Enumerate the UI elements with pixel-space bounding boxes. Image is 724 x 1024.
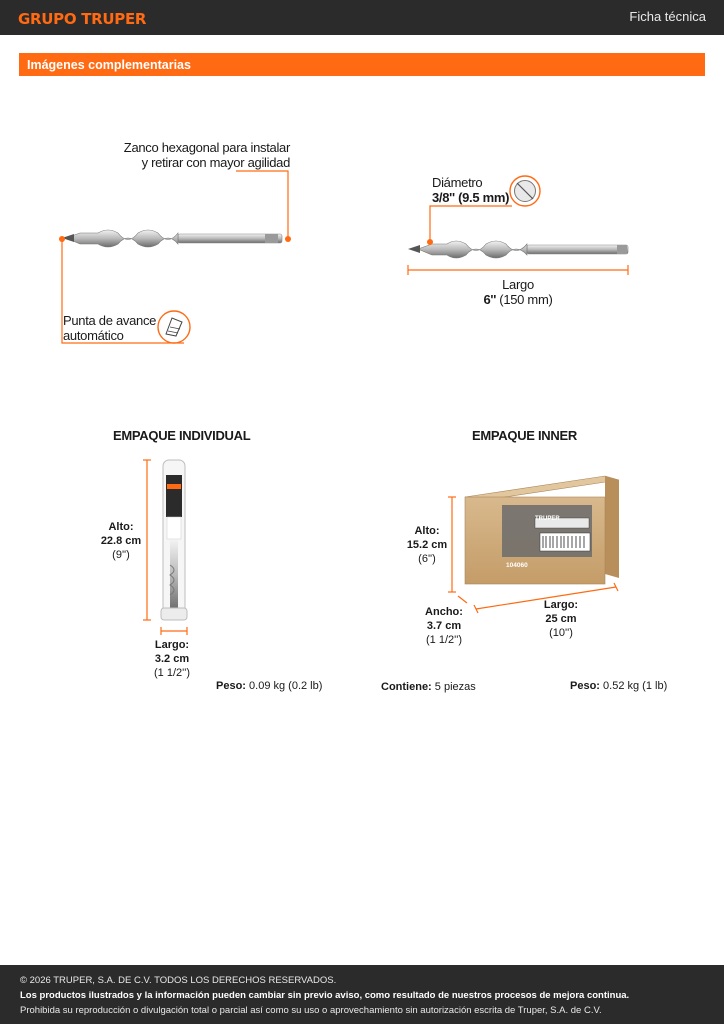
- footer-prohibition: Prohibida su reproducción o divulgación total o parcial así como su uso o aprovechamiento sin autorización escrita de Truper, S.A. de C.V.: [20, 1005, 602, 1016]
- document-type: Ficha técnica: [629, 9, 706, 24]
- length-mm: (150 mm): [499, 292, 553, 307]
- individual-height-note: [96, 520, 146, 562]
- individual-package-image: [161, 460, 187, 620]
- inner-width-note: [418, 605, 470, 647]
- individual-height-in: (9''): [112, 549, 130, 561]
- individual-length-in: (1 1/2''): [154, 667, 190, 679]
- inner-package-image: [465, 476, 619, 584]
- inner-contents-label: Contiene:: [381, 681, 432, 693]
- footer-notice: Los productos ilustrados y la información pueden cambiar sin previo aviso, como resultado de nuestros procesos de mejora continua.: [20, 990, 630, 1001]
- individual-weight-label: Peso:: [216, 680, 246, 692]
- individual-weight: [216, 679, 322, 694]
- tip-note-line-2: automático: [63, 328, 124, 343]
- footer: [0, 965, 724, 1024]
- inner-height-note: [405, 524, 449, 566]
- individual-length-cm: 3.2 cm: [154, 653, 190, 665]
- inner-width-in: (1 1/2''): [426, 634, 462, 646]
- inner-height-label: Alto:: [414, 525, 440, 537]
- box-code: 104060: [506, 562, 528, 569]
- inner-length-in: (10''): [549, 627, 573, 639]
- inner-width-label: Ancho:: [425, 606, 463, 618]
- footer-copyright: © 2026 TRUPER, S.A. DE C.V. TODOS LOS DERECHOS RESERVADOS.: [20, 975, 337, 986]
- shank-note: [110, 140, 290, 170]
- auger-bit-right: [408, 241, 628, 258]
- inner-width-cm: 3.7 cm: [426, 620, 462, 632]
- individual-length-label: Largo:: [154, 639, 190, 651]
- auger-bit-left: [62, 230, 282, 247]
- diameter-value: 3/8'' (9.5 mm): [432, 190, 510, 205]
- length-label: Largo: [502, 277, 534, 292]
- inner-weight-value: 0.52 kg (1 lb): [603, 680, 668, 692]
- inner-pack-title: EMPAQUE INNER: [472, 428, 577, 443]
- individual-length-note: [146, 638, 198, 680]
- box-brand: TRUPER: [535, 516, 560, 522]
- brand-logo: GRUPO TRUPER: [18, 10, 147, 28]
- section-title: Imágenes complementarias: [27, 58, 191, 72]
- inner-length-cm: 25 cm: [545, 613, 577, 625]
- diameter-label: Diámetro: [432, 175, 483, 190]
- inner-height-cm: 15.2 cm: [406, 539, 448, 551]
- inner-contents-value: 5 piezas: [434, 681, 476, 693]
- inner-height-in: (6''): [418, 553, 436, 565]
- inner-weight: [570, 679, 667, 694]
- individual-weight-value: 0.09 kg (0.2 lb): [249, 680, 323, 692]
- inner-length-label: Largo:: [543, 599, 579, 611]
- inner-contents: [381, 680, 476, 695]
- individual-height-label: Alto:: [108, 521, 134, 533]
- shank-note-line-1: Zanco hexagonal para instalar: [123, 140, 290, 155]
- diameter-note: [432, 175, 522, 205]
- individual-height-cm: 22.8 cm: [100, 535, 142, 547]
- inner-weight-label: Peso:: [570, 680, 600, 692]
- length-inches: 6'': [483, 292, 496, 307]
- length-note: [458, 277, 578, 307]
- tip-note: [63, 313, 173, 343]
- individual-pack-title: EMPAQUE INDIVIDUAL: [113, 428, 251, 443]
- inner-length-note: [536, 598, 586, 640]
- tip-note-line-1: Punta de avance: [63, 313, 157, 328]
- shank-note-line-2: y retirar con mayor agilidad: [141, 155, 290, 170]
- callout-lines-right: [408, 206, 628, 275]
